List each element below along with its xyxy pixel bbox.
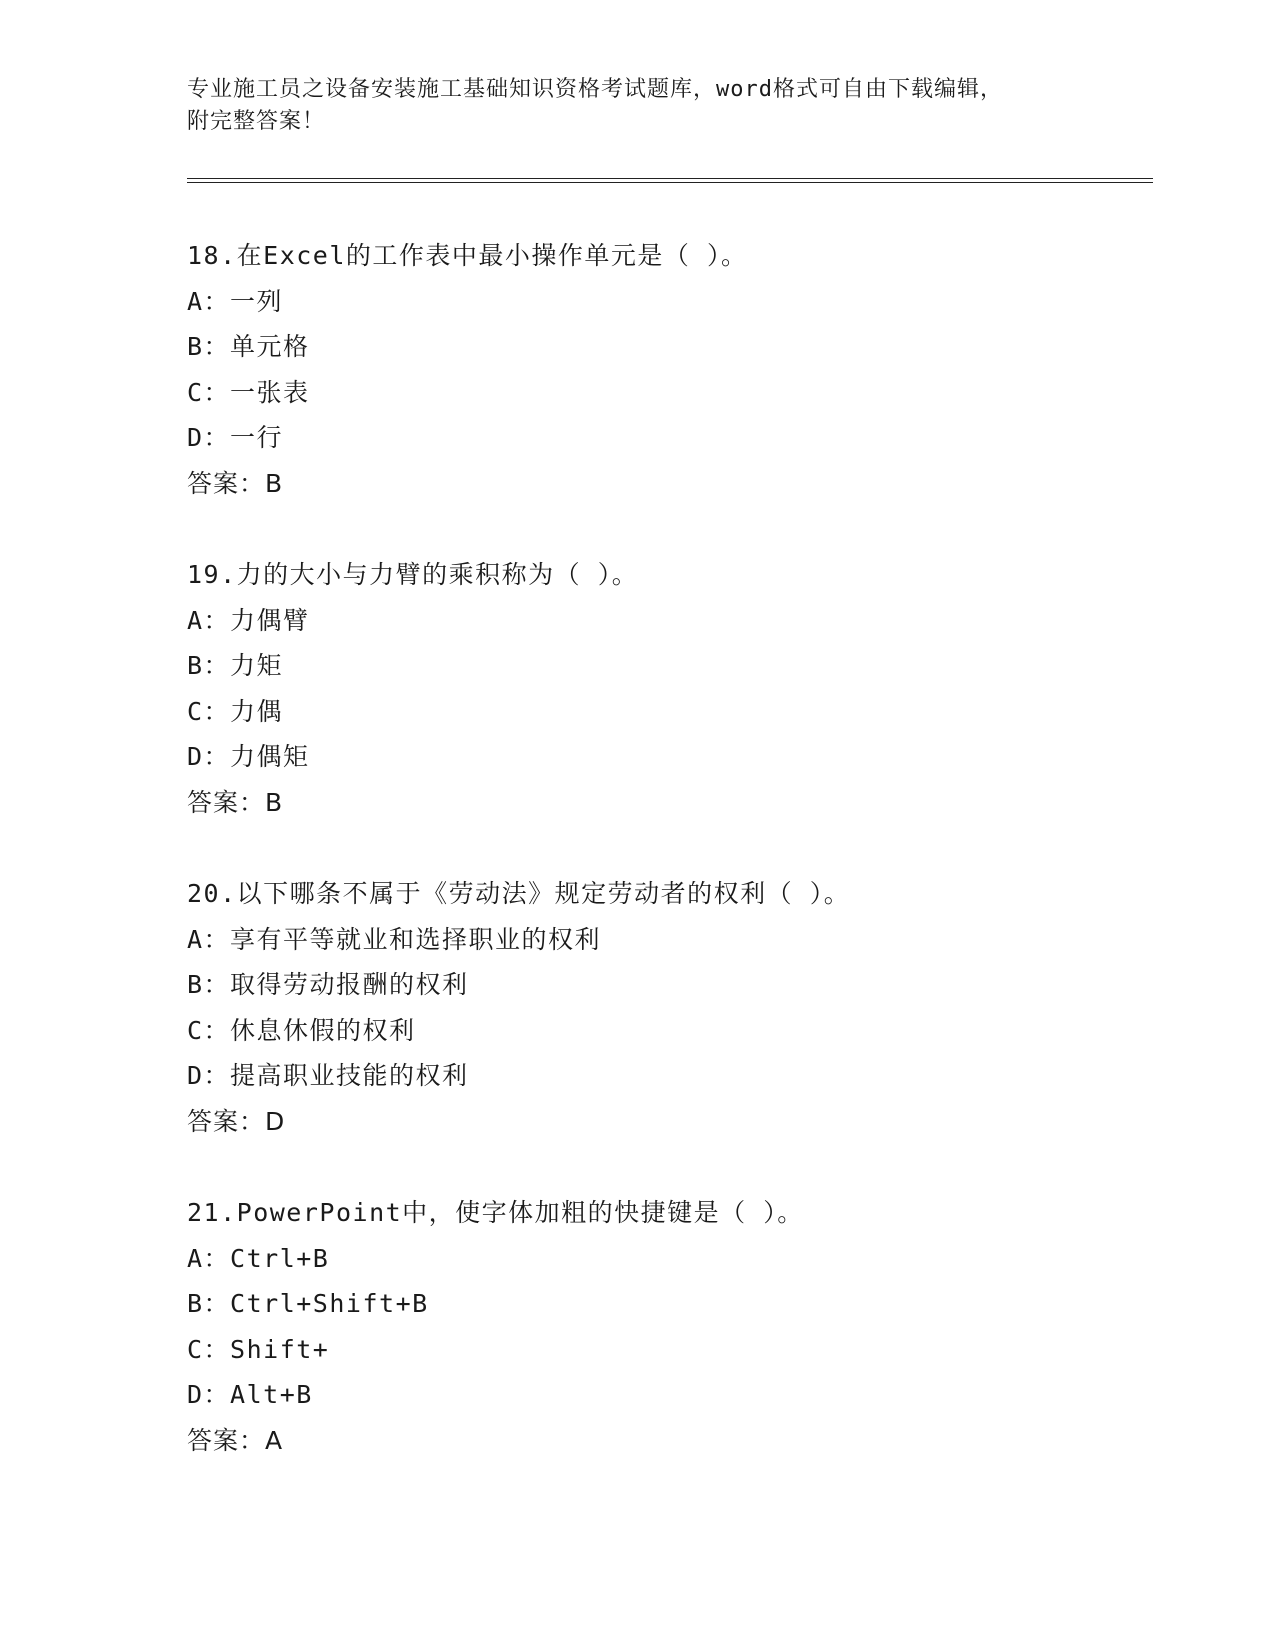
option-d: D：一行 [187,423,284,452]
option-b: B：力矩 [187,651,284,680]
header-divider-bottom [187,182,1153,183]
answer: 答案：D [187,1106,286,1136]
option-c: C：Shift+ [187,1334,330,1364]
header-line-1: 专业施工员之设备安装施工基础知识资格考试题库，word格式可自由下载编辑， [187,77,1003,102]
question-stem: 21.PowerPoint中，使字体加粗的快捷键是（ ）。 [187,1198,804,1227]
question-18 [187,233,1147,506]
option-d: D：力偶矩 [187,742,310,771]
question-19 [187,552,1147,825]
option-c: C：休息休假的权利 [187,1015,416,1045]
answer: 答案：B [187,787,284,817]
question-stem: 20.以下哪条不属于《劳动法》规定劳动者的权利（ ）。 [187,879,851,908]
option-a: A：享有平等就业和选择职业的权利 [187,924,602,954]
option-c: C：力偶 [187,696,284,726]
question-stem: 18.在Excel的工作表中最小操作单元是（ ）。 [187,241,748,270]
option-b: B：取得劳动报酬的权利 [187,970,469,999]
document-header [187,74,1087,138]
option-b: B：单元格 [187,332,310,361]
question-20 [187,871,1147,1144]
answer: 答案：A [187,1425,284,1455]
question-21 [187,1190,1147,1463]
header-line-2: 附完整答案！ [187,109,326,134]
header-divider-top [187,178,1153,179]
answer: 答案：B [187,468,284,498]
option-b: B：Ctrl+Shift+B [187,1289,429,1318]
question-stem: 19.力的大小与力臂的乘积称为（ ）。 [187,560,639,589]
option-d: D：提高职业技能的权利 [187,1061,469,1090]
option-d: D：Alt+B [187,1380,313,1409]
option-a: A：一列 [187,286,284,316]
option-a: A：Ctrl+B [187,1243,330,1273]
option-c: C：一张表 [187,377,310,407]
option-a: A：力偶臂 [187,605,310,635]
